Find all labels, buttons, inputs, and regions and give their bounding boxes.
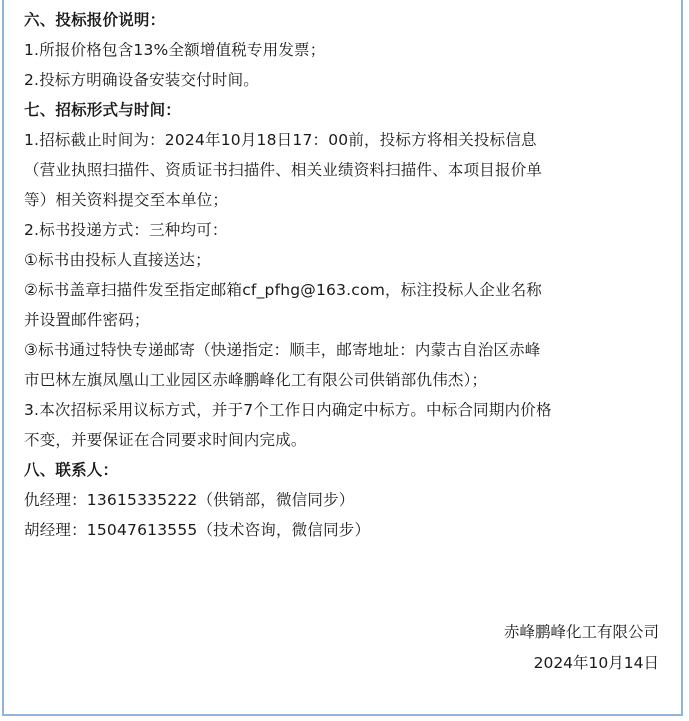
section-7-line-5: ①标书由投标人直接送达； — [24, 251, 211, 269]
section-8-heading: 八、联系人： — [24, 461, 119, 479]
section-7-line-3: 等）相关资料提交至本单位； — [24, 191, 229, 209]
signature-date: 2024年10月14日 — [533, 654, 659, 672]
section-6-heading: 六、投标报价说明： — [24, 11, 166, 29]
section-6-item-2: 2.投标方明确设备安装交付时间。 — [24, 71, 259, 89]
section-7-line-11: 不变，并要保证在合同要求时间内完成。 — [24, 431, 307, 449]
document-body — [24, 5, 674, 545]
document-frame — [2, 0, 683, 716]
section-6-item-1: 1.所报价格包含13%全额增值税专用发票； — [24, 41, 326, 59]
section-7-line-6: ②标书盖章扫描件发至指定邮箱cf_pfhg@163.com，标注投标人企业名称 — [24, 281, 542, 299]
section-7-line-4: 2.标书投递方式：三种均可： — [24, 221, 228, 239]
section-7-line-9: 市巴林左旗凤凰山工业园区赤峰鹏峰化工有限公司供销部仇伟杰）； — [24, 371, 488, 389]
section-7-line-7: 并设置邮件密码； — [24, 311, 150, 329]
section-7-line-10: 3.本次招标采用议标方式，并于7个工作日内确定中标方。中标合同期内价格 — [24, 401, 552, 419]
section-7-line-1: 1.招标截止时间为：2024年10月18日17：00前，投标方将相关投标信息 — [24, 131, 537, 149]
signature-company: 赤峰鹏峰化工有限公司 — [503, 623, 659, 641]
section-7-line-8: ③标书通过特快专递邮寄（快递指定：顺丰，邮寄地址：内蒙古自治区赤峰 — [24, 341, 541, 359]
contact-hu: 胡经理：15047613555（技术咨询，微信同步） — [24, 521, 371, 539]
contact-qiu: 仇经理：13615335222（供销部，微信同步） — [24, 491, 355, 509]
section-7-heading: 七、招标形式与时间： — [24, 101, 182, 119]
section-7-line-2: （营业执照扫描件、资质证书扫描件、相关业绩资料扫描件、本项目报价单 — [24, 161, 543, 179]
